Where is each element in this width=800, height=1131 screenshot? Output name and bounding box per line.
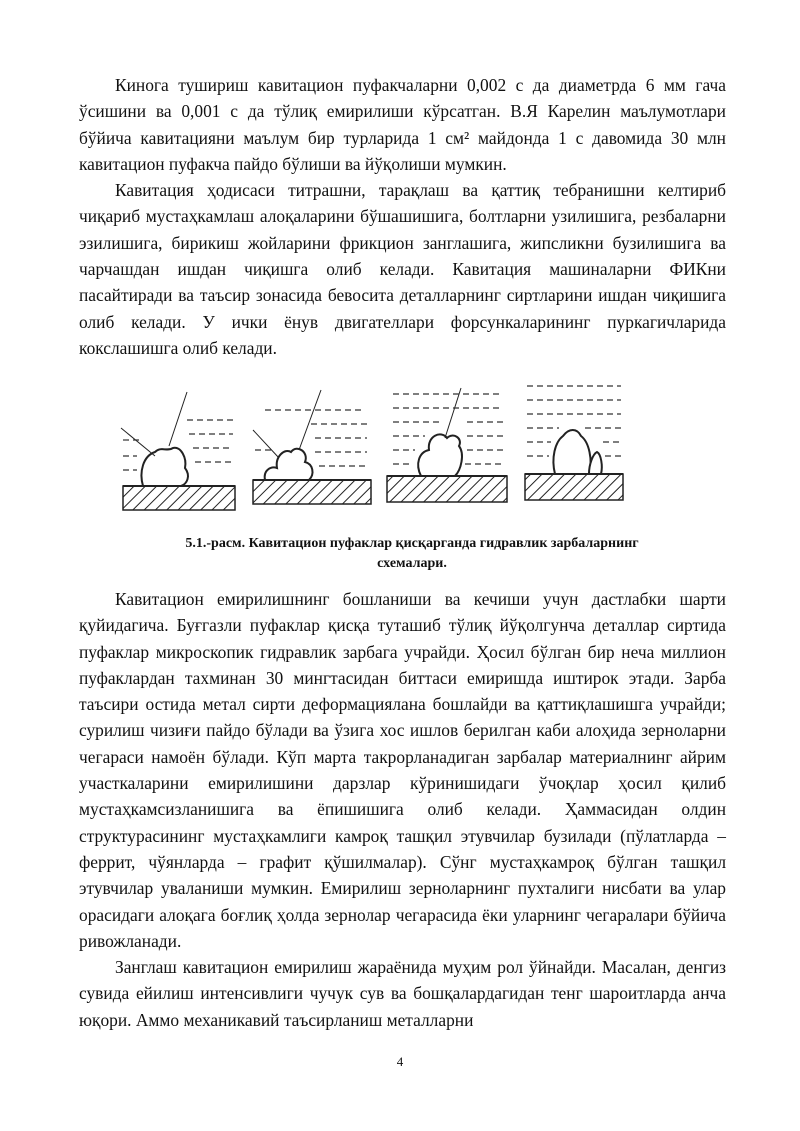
paragraph-4: Занглаш кавитацион емирилиш жараёнида муҳим рол ўйнайди. Масалан, денгиз сувида ейилиш интенсивлиги чучук сув ва бошқалардагидан тенг шароитларда анча юқори. Аммо механикавий таъсирланиш металларни xyxy=(79,957,726,1030)
page-number: 4 xyxy=(396,1054,404,1069)
cavitation-figure xyxy=(115,380,635,520)
caption-line-2: схемалари. xyxy=(377,556,447,571)
text-block-top xyxy=(79,72,726,361)
figure-panel-2 xyxy=(253,390,371,504)
caption-line-1: 5.1.-расм. Кавитацион пуфаклар қисқарганда гидравлик зарбаларнинг xyxy=(185,536,639,551)
figure-panel-1 xyxy=(121,392,235,510)
figure-panel-4 xyxy=(525,386,623,500)
paragraph-1: Кинога тушириш кавитацион пуфакчаларни 0,002 с да диаметрда 6 мм гача ўсишини ва 0,001 с да тўлиқ емирилиши кўрсатган. В.Я Карелин маълумотлари бўйича кавитацияни маълум бир турларида 1 см² майдонда 1 с давомида 30 млн кавитацион пуфакча пайдо бўлиши ва йўқолиши мумкин. xyxy=(79,75,726,174)
paragraph-3: Кавитацион емирилишнинг бошланиши ва кечиши учун дастлабки шарти қуйидагича. Буғгазли пуфаклар қисқа туташиб тўлиқ йўқолгунча деталлар сиртида пуфаклар микроскопик гидравлик зарбага учрайди. Ҳосил бўлган бир неча миллион пуфаклардан тахминан 30 мингтасидан биттаси емиришда иштирок этади. Зарба таъсири остида метал сирти деформациялана бошлайди ва қаттиқлашишга учрайди; сурилиш чизиғи пайдо бўлади ва ўзига хос ишлов берилган каби алоҳида зерноларни чегараси намоён бўлади. Кўп марта такрорланадиган зарбалар материалнинг айрим участкаларини емирилишини дарзлар кўринишидаги ўчоқлар ҳосил қилиб мустаҳкамсизланишига ва ёпишишига олиб келади. Ҳаммасидан олдин структурасининг мустаҳкамлиги камроқ ташқил этувчилар бузилади (пўлатларда – феррит, чўянларда – графит қўшилмалар). Сўнг мустаҳкамроқ бўлган ташқил этувчилар уваланиши мумкин. Емирилиш зерноларнинг пухталиги нисбати ва улар орасидаги алоқага боғлиқ ҳолда зернолар чегарасида ёки уларнинг чегаралари бўйича ривожланади. xyxy=(79,589,726,951)
text-block-bottom xyxy=(79,586,726,1033)
paragraph-2: Кавитация ҳодисаси титрашни, тарақлаш ва қаттиқ тебранишни келтириб чиқариб мустаҳкамлаш алоқаларини бўшашишига, болтларни узилишига, резбаларни эзилишига, бирикиш жойларини фрикцион занглашига, жипсликни бузилишига ва чарчашдан ишдан чиқишга олиб келади. Кавитация машиналарни ФИКни пасайтиради ва таъсир зонасида бевосита деталларнинг сиртларини ишдан чиқишига олиб келади. У ички ёнув двигателлари форсункаларининг пуркагичларида кокслашишга олиб келади. xyxy=(79,180,726,358)
figure-panel-3 xyxy=(387,388,507,502)
figure-caption xyxy=(120,534,704,574)
